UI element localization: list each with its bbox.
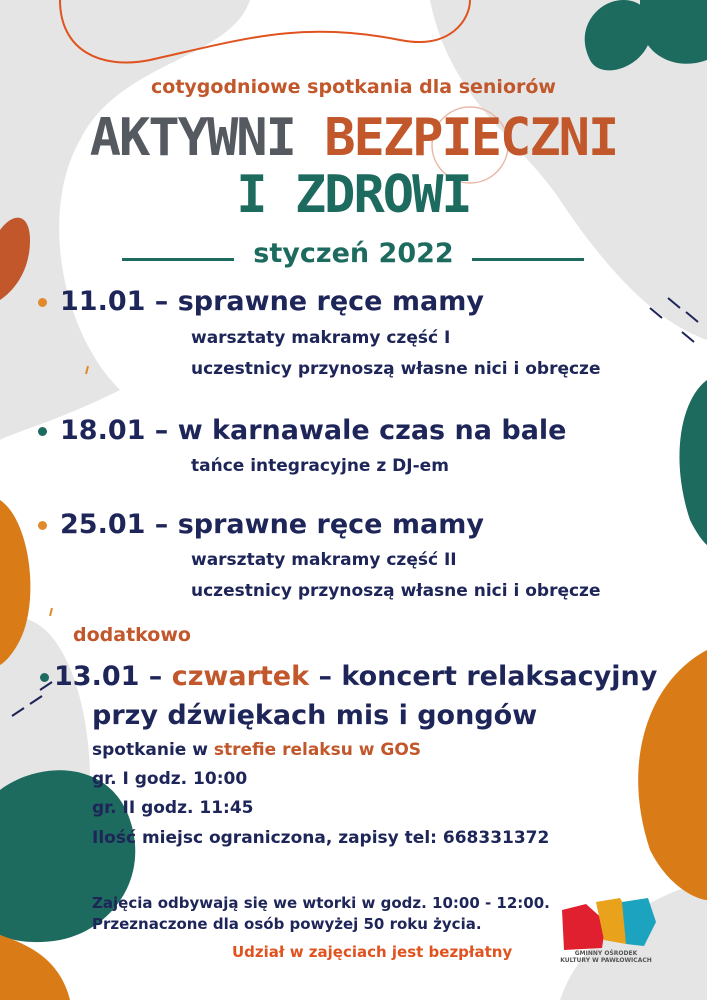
poster-title-line2: I ZDROWI [236,165,471,225]
poster-subtitle: cotygodniowe spotkania dla seniorów [151,76,556,98]
event-detail: tańce integracyjne z DJ-em [191,456,449,476]
event-date: 18.01 – [60,415,178,446]
event-bullet [40,673,49,682]
location-prefix: spotkanie w [92,740,214,760]
month-label: styczeń 2022 [253,238,454,269]
event-name: w karnawale czas na bale [177,415,567,446]
event-detail: warsztaty makramy część II [191,550,457,570]
group-time: gr. II godz. 11:45 [92,798,254,818]
free-participation-note: Udział w zajęciach jest bezpłatny [232,943,513,961]
month-rule-right [472,258,584,261]
additional-heading-line2: przy dźwiękach mis i gongów [92,700,538,731]
event-name: sprawne ręce mamy [177,509,484,540]
footer-line: Zajęcia odbywają się we wtorki w godz. 10:00 - 12:00. [92,894,550,912]
event-detail: uczestnicy przynoszą własne nici i obręcze [191,581,601,601]
footer-line: Przeznaczone dla osób powyżej 50 roku życia. [92,915,482,933]
event-detail: uczestnicy przynoszą własne nici i obręcze [191,359,601,379]
location-highlight: strefie relaksu w GOS [213,740,422,760]
teal-blob-right [679,380,707,545]
event-date: 11.01 – [60,286,178,317]
signup-info: Ilość miejsc ograniczona, zapisy tel: 668331372 [92,828,550,848]
group-time: gr. I godz. 10:00 [92,769,248,789]
event-date: 25.01 – [60,509,178,540]
event-heading [60,509,484,540]
title-word-aktywni: AKTYWNI [89,108,325,168]
event-bullet [38,521,47,530]
event-name: – koncert relaksacyjny [309,661,658,692]
title-word-bezpieczni: BEZPIECZNI [324,108,618,168]
small-tick [50,608,52,616]
additional-location [92,740,421,760]
additional-label: dodatkowo [73,624,191,646]
poster-title-line1 [0,108,707,168]
event-bullet [38,298,47,307]
event-detail: warsztaty makramy część I [191,328,451,348]
logo-caption: GMINNY OŚRODEK KULTURY W PAWŁOWICACH [560,950,652,964]
orange-blob-bottom-left [0,935,70,1000]
event-heading [60,415,566,446]
event-bullet [38,427,47,436]
event-name: sprawne ręce mamy [177,286,484,317]
event-day: czwartek [171,661,310,692]
additional-heading [54,661,657,692]
event-date: 13.01 – [54,661,172,692]
event-heading [60,286,484,317]
